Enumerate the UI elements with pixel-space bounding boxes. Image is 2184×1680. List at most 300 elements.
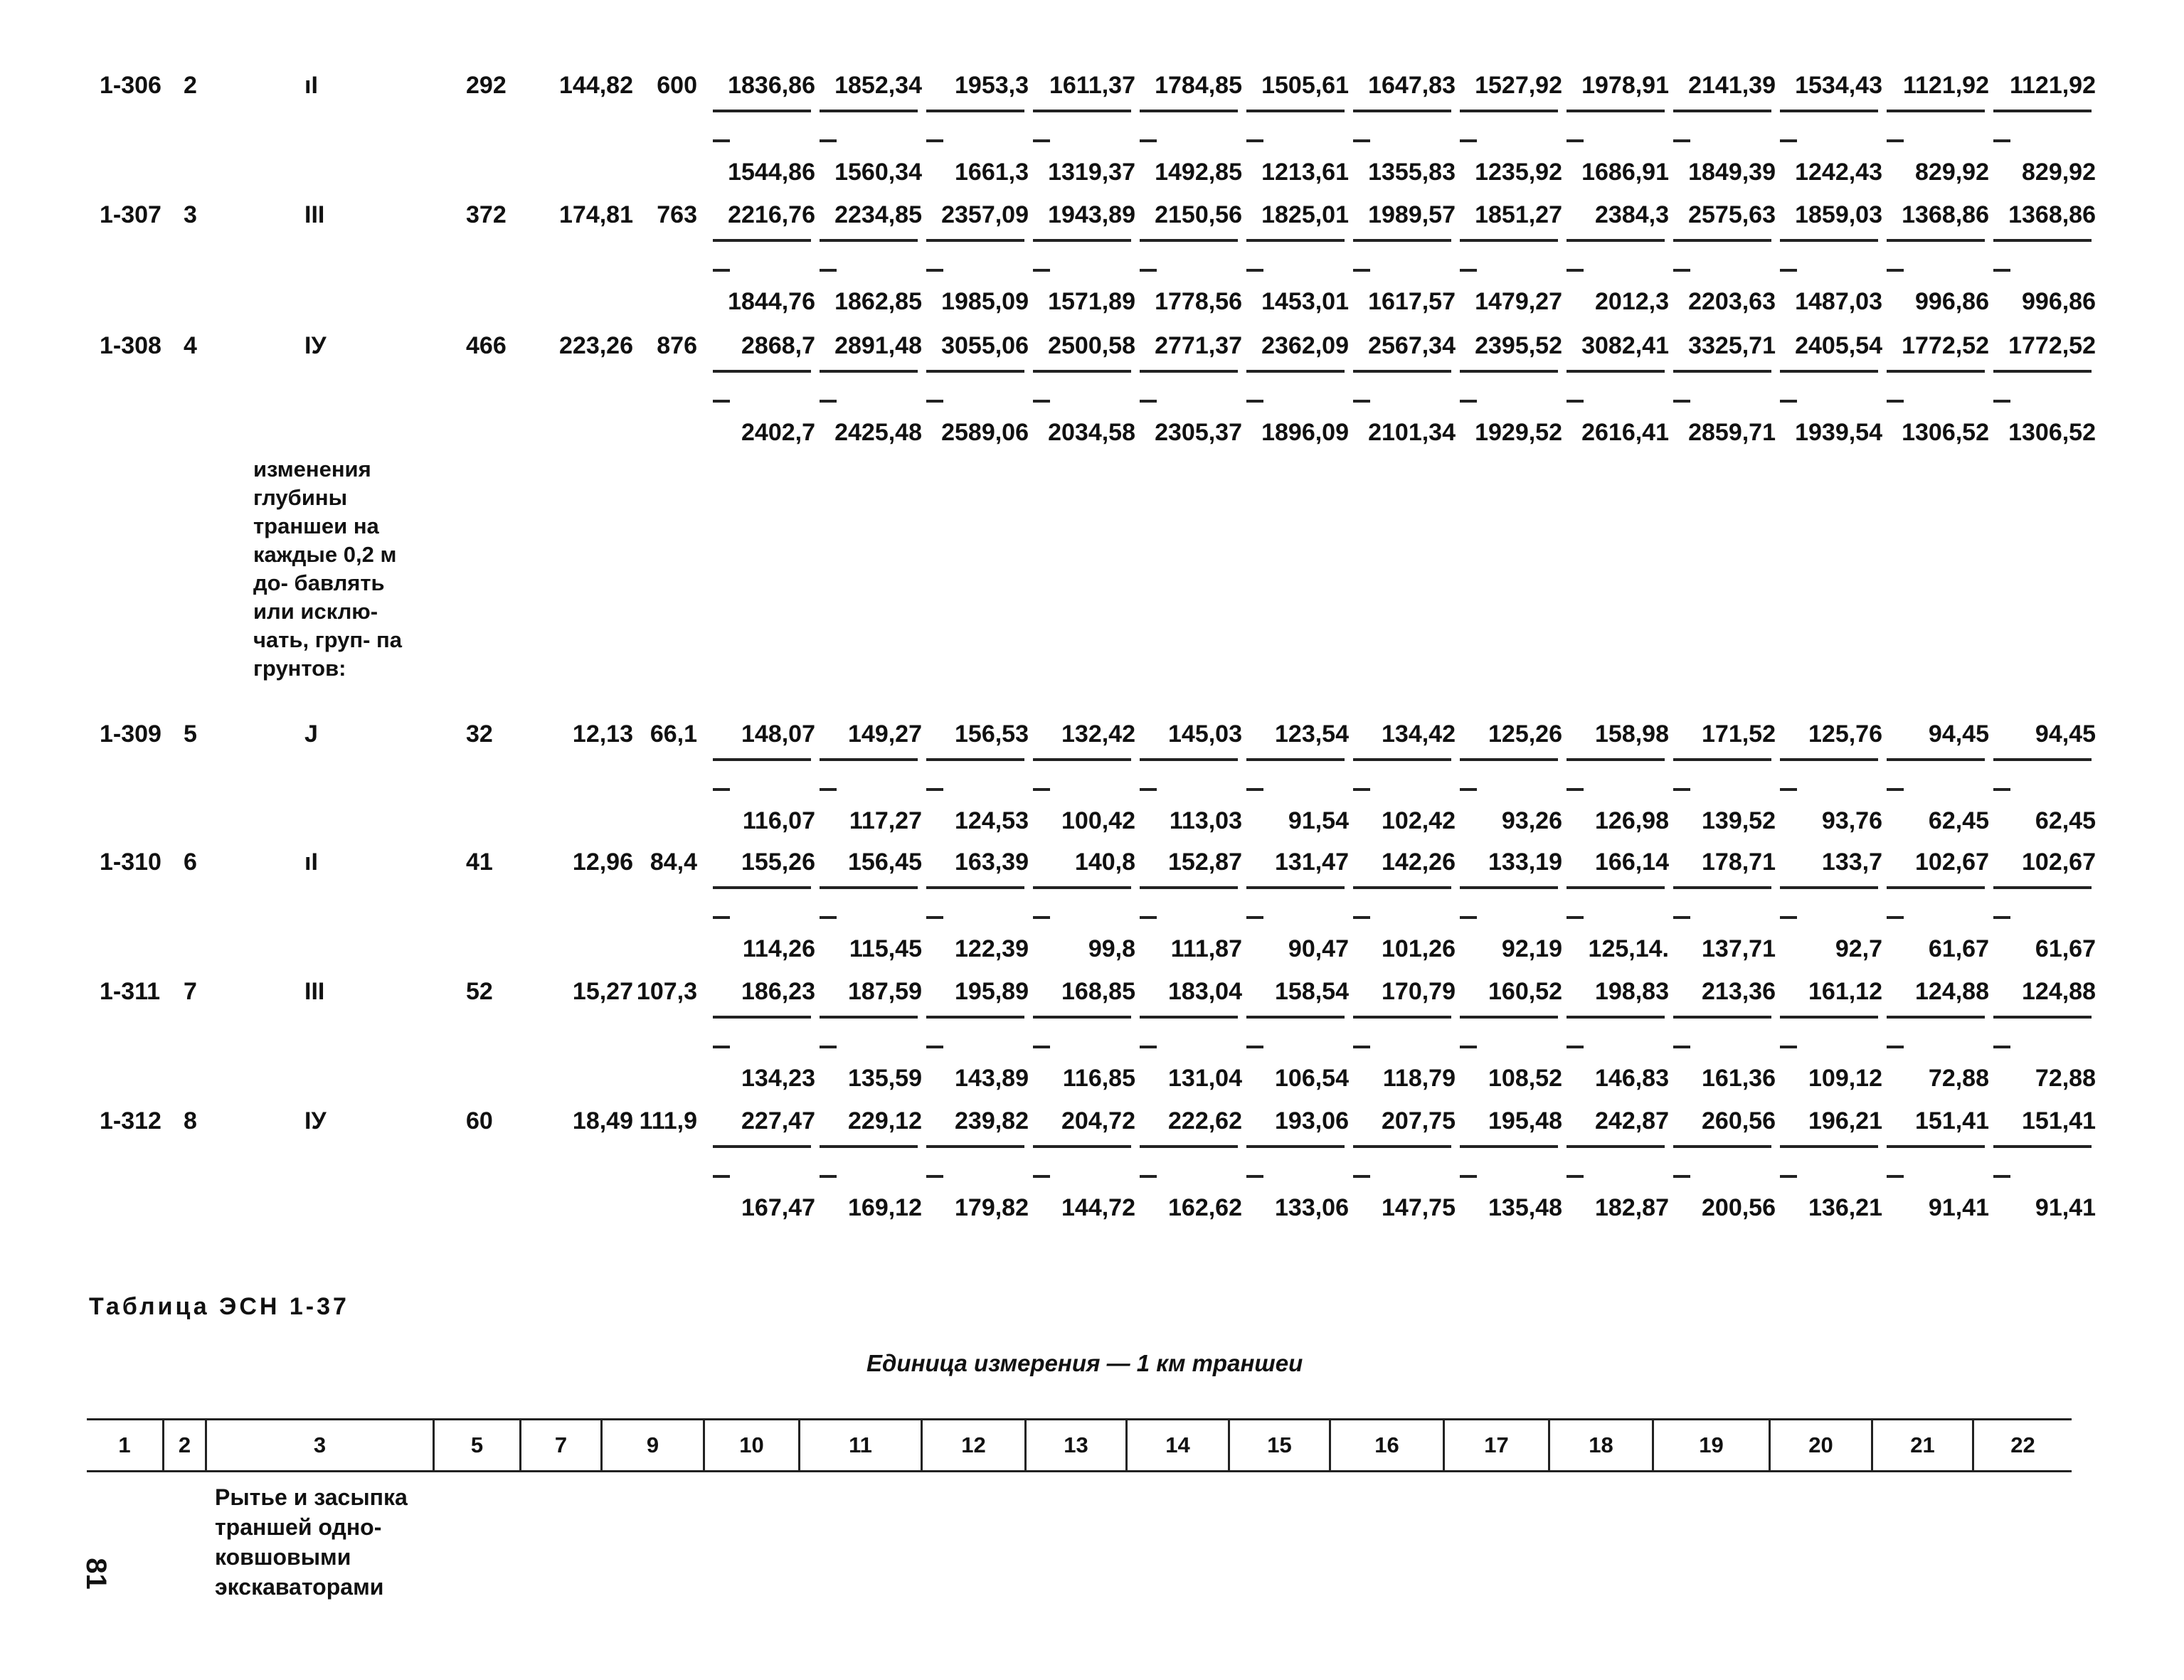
fraction-bar-tail — [1033, 269, 1050, 272]
column-header-2: 2 — [162, 1420, 205, 1470]
denominator-value: 1686,91 — [1581, 159, 1669, 186]
denominator-value: 92,19 — [1501, 935, 1562, 962]
numerator-value: 125,26 — [1488, 721, 1562, 748]
denominator-value: 118,79 — [1382, 1065, 1456, 1092]
denominator-value: 135,59 — [848, 1065, 922, 1092]
fraction-bar — [926, 1145, 1024, 1148]
denominator-value: 1778,56 — [1155, 288, 1242, 315]
soil-group: III — [304, 201, 325, 228]
numerator-value: 227,47 — [741, 1107, 815, 1134]
numerator-value: 151,41 — [1915, 1107, 1989, 1134]
fraction-bar-tail — [1567, 1046, 1584, 1048]
fraction-bar-tail — [1246, 1046, 1263, 1048]
row-number: 8 — [184, 1107, 197, 1134]
fraction-bar — [1673, 239, 1771, 242]
denominator-value: 1235,92 — [1475, 159, 1562, 186]
col-7-value: 18,49 — [572, 1107, 633, 1134]
fraction-bar-tail — [1887, 1046, 1904, 1048]
fraction-bar-tail — [820, 788, 837, 791]
col-9-value: 763 — [657, 201, 697, 228]
numerator-value: 1368,86 — [1902, 201, 1989, 228]
numerator-value: 2500,58 — [1048, 332, 1135, 359]
denominator-value: 1319,37 — [1048, 159, 1135, 186]
numerator-value: 204,72 — [1061, 1107, 1135, 1134]
denominator-value: 996,86 — [1915, 288, 1989, 315]
unit-of-measure: Единица измерения — 1 км траншеи — [866, 1350, 1303, 1376]
numerator-value: 124,88 — [1915, 978, 1989, 1005]
numerator-value: 160,52 — [1488, 978, 1562, 1005]
col-5-value: 372 — [466, 201, 507, 228]
denominator-value: 126,98 — [1595, 807, 1669, 834]
fraction-bar-tail — [1140, 916, 1157, 919]
numerator-value: 1978,91 — [1581, 72, 1669, 99]
column-header-5: 5 — [433, 1420, 519, 1470]
fraction-bar — [1780, 239, 1878, 242]
numerator-value: 2771,37 — [1155, 332, 1242, 359]
fraction-bar — [1993, 1145, 2092, 1148]
numerator-value: 1836,86 — [728, 72, 815, 99]
fraction-bar-tail — [1353, 916, 1370, 919]
denominator-value: 829,92 — [1915, 159, 1989, 186]
row-number: 7 — [184, 978, 197, 1005]
row-code: 1-311 — [100, 978, 161, 1005]
fraction-bar — [1140, 370, 1238, 373]
denominator-value: 1242,43 — [1795, 159, 1882, 186]
row-number: 6 — [184, 849, 197, 876]
fraction-bar — [820, 1145, 918, 1148]
fraction-bar — [1887, 758, 1985, 761]
fraction-bar — [1140, 1145, 1238, 1148]
column-header-9: 9 — [600, 1420, 703, 1470]
fraction-bar — [1033, 370, 1131, 373]
numerator-value: 2357,09 — [941, 201, 1029, 228]
numerator-value: 145,03 — [1168, 721, 1242, 748]
fraction-bar — [1460, 886, 1558, 889]
denominator-value: 167,47 — [741, 1194, 815, 1221]
denominator-value: 1355,83 — [1368, 159, 1456, 186]
numerator-value: 142,26 — [1382, 849, 1456, 876]
fraction-bar-tail — [1673, 1175, 1690, 1178]
column-header-18: 18 — [1548, 1420, 1652, 1470]
fraction-bar-tail — [1033, 1046, 1050, 1048]
fraction-bar — [1673, 758, 1771, 761]
fraction-bar — [713, 1145, 811, 1148]
fraction-bar-tail — [1887, 1175, 1904, 1178]
denominator-value: 1487,03 — [1795, 288, 1882, 315]
numerator-value: 1505,61 — [1261, 72, 1349, 99]
denominator-value: 161,36 — [1702, 1065, 1776, 1092]
denominator-value: 100,42 — [1061, 807, 1135, 834]
numerator-value: 1859,03 — [1795, 201, 1882, 228]
denominator-value: 2589,06 — [941, 419, 1029, 446]
denominator-value: 117,27 — [849, 807, 922, 834]
row-number: 4 — [184, 332, 197, 359]
row-code: 1-312 — [100, 1107, 161, 1134]
numerator-value: 156,53 — [955, 721, 1029, 748]
fraction-bar-tail — [1460, 788, 1477, 791]
fraction-bar-tail — [1780, 916, 1797, 919]
page-number: 81 — [80, 1558, 112, 1590]
fraction-bar-tail — [1460, 916, 1477, 919]
fraction-bar-tail — [926, 1175, 943, 1178]
fraction-bar — [1140, 758, 1238, 761]
numerator-value: 1852,34 — [834, 72, 922, 99]
numerator-value: 158,98 — [1595, 721, 1669, 748]
numerator-value: 102,67 — [1915, 849, 1989, 876]
fraction-bar — [1780, 886, 1878, 889]
denominator-value: 106,54 — [1275, 1065, 1349, 1092]
fraction-bar — [1567, 110, 1665, 112]
fraction-bar-tail — [1246, 400, 1263, 403]
fraction-bar-tail — [1460, 400, 1477, 403]
fraction-bar-tail — [1993, 788, 2010, 791]
column-header-row — [87, 1418, 2072, 1472]
denominator-value: 113,03 — [1169, 807, 1242, 834]
fraction-bar — [1780, 1016, 1878, 1019]
numerator-value: 1784,85 — [1155, 72, 1242, 99]
fraction-bar — [1460, 110, 1558, 112]
soil-group: ıI — [304, 849, 318, 876]
fraction-bar — [1673, 1016, 1771, 1019]
fraction-bar — [1567, 886, 1665, 889]
denominator-value: 91,54 — [1288, 807, 1349, 834]
column-header-3: 3 — [205, 1420, 433, 1470]
denominator-value: 61,67 — [1928, 935, 1989, 962]
denominator-value: 1479,27 — [1475, 288, 1562, 315]
denominator-value: 131,04 — [1168, 1065, 1242, 1092]
fraction-bar-tail — [1673, 1046, 1690, 1048]
fraction-bar-tail — [1246, 139, 1263, 142]
fraction-bar-tail — [1460, 1046, 1477, 1048]
denominator-value: 99,8 — [1088, 935, 1135, 962]
numerator-value: 1121,92 — [1902, 72, 1989, 99]
denominator-value: 114,26 — [742, 935, 815, 962]
fraction-bar-tail — [1246, 788, 1263, 791]
numerator-value: 193,06 — [1275, 1107, 1349, 1134]
numerator-value: 1989,57 — [1368, 201, 1456, 228]
numerator-value: 170,79 — [1382, 978, 1456, 1005]
fraction-bar — [820, 1016, 918, 1019]
fraction-bar — [1353, 1145, 1451, 1148]
numerator-value: 3082,41 — [1581, 332, 1669, 359]
fraction-bar — [1460, 1016, 1558, 1019]
denominator-value: 93,26 — [1501, 807, 1562, 834]
soil-group: III — [304, 978, 325, 1005]
denominator-value: 122,39 — [955, 935, 1029, 962]
col-5-value: 466 — [466, 332, 507, 359]
fraction-bar-tail — [713, 788, 730, 791]
fraction-bar-tail — [1887, 400, 1904, 403]
numerator-value: 222,62 — [1168, 1107, 1242, 1134]
numerator-value: 134,42 — [1382, 721, 1456, 748]
denominator-value: 93,76 — [1821, 807, 1882, 834]
fraction-bar — [1246, 758, 1345, 761]
fraction-bar — [1246, 110, 1345, 112]
fraction-bar-tail — [1353, 139, 1370, 142]
denominator-value: 109,12 — [1808, 1065, 1882, 1092]
fraction-bar-tail — [926, 1046, 943, 1048]
numerator-value: 2891,48 — [834, 332, 922, 359]
fraction-bar — [926, 1016, 1024, 1019]
col-5-value: 32 — [466, 721, 493, 748]
denominator-value: 169,12 — [848, 1194, 922, 1221]
numerator-value: 1943,89 — [1048, 201, 1135, 228]
fraction-bar-tail — [1246, 1175, 1263, 1178]
soil-group: IУ — [304, 332, 327, 359]
fraction-bar-tail — [713, 1175, 730, 1178]
fraction-bar-tail — [926, 269, 943, 272]
denominator-value: 2616,41 — [1581, 419, 1669, 446]
numerator-value: 3325,71 — [1688, 332, 1776, 359]
fraction-bar — [820, 110, 918, 112]
numerator-value: 1772,52 — [1902, 332, 1989, 359]
row-code: 1-309 — [100, 721, 161, 748]
numerator-value: 133,19 — [1488, 849, 1562, 876]
fraction-bar — [1887, 370, 1985, 373]
column-header-11: 11 — [798, 1420, 921, 1470]
numerator-value: 2567,34 — [1368, 332, 1456, 359]
fraction-bar-tail — [1780, 269, 1797, 272]
denominator-value: 116,07 — [742, 807, 815, 834]
col-9-value: 84,4 — [650, 849, 697, 876]
numerator-value: 161,12 — [1808, 978, 1882, 1005]
fraction-bar-tail — [1033, 139, 1050, 142]
numerator-value: 2141,39 — [1688, 72, 1776, 99]
denominator-value: 162,62 — [1168, 1194, 1242, 1221]
denominator-value: 1560,34 — [834, 159, 922, 186]
fraction-bar-tail — [1993, 1175, 2010, 1178]
col-9-value: 111,9 — [639, 1107, 697, 1134]
fraction-bar-tail — [820, 269, 837, 272]
denominator-value: 90,47 — [1288, 935, 1349, 962]
fraction-bar — [1033, 110, 1131, 112]
denominator-value: 72,88 — [2035, 1065, 2096, 1092]
denominator-value: 1844,76 — [728, 288, 815, 315]
fraction-bar-tail — [1140, 1046, 1157, 1048]
numerator-value: 1121,92 — [2009, 72, 2096, 99]
fraction-bar-tail — [1567, 269, 1584, 272]
denominator-value: 92,7 — [1835, 935, 1882, 962]
numerator-value: 1647,83 — [1368, 72, 1456, 99]
denominator-value: 62,45 — [2035, 807, 2096, 834]
fraction-bar — [713, 886, 811, 889]
numerator-value: 2234,85 — [834, 201, 922, 228]
table-title: Таблица ЭСН 1-37 — [89, 1293, 349, 1320]
fraction-bar — [1567, 1016, 1665, 1019]
fraction-bar-tail — [1567, 139, 1584, 142]
fraction-bar — [1033, 1016, 1131, 1019]
numerator-value: 195,48 — [1488, 1107, 1562, 1134]
denominator-value: 137,71 — [1702, 935, 1776, 962]
fraction-bar — [1993, 239, 2092, 242]
numerator-value: 1851,27 — [1475, 201, 1562, 228]
fraction-bar — [1033, 239, 1131, 242]
numerator-value: 166,14 — [1595, 849, 1669, 876]
column-header-16: 16 — [1329, 1420, 1443, 1470]
fraction-bar — [1353, 886, 1451, 889]
fraction-bar — [1993, 1016, 2092, 1019]
fraction-bar — [1993, 886, 2092, 889]
fraction-bar-tail — [1140, 139, 1157, 142]
numerator-value: 163,39 — [955, 849, 1029, 876]
depth-change-note: изменения глубины траншеи на каждые 0,2 м до- бавлять или исклю- чать, груп- па грунтов: — [253, 457, 403, 681]
fraction-bar-tail — [1993, 269, 2010, 272]
fraction-bar — [820, 239, 918, 242]
denominator-value: 125,14. — [1588, 935, 1669, 962]
numerator-value: 1772,52 — [2008, 332, 2096, 359]
denominator-value: 1661,3 — [955, 159, 1029, 186]
fraction-bar-tail — [926, 400, 943, 403]
numerator-value: 156,45 — [848, 849, 922, 876]
numerator-value: 1953,3 — [955, 72, 1029, 99]
fraction-bar-tail — [1567, 788, 1584, 791]
numerator-value: 2405,54 — [1795, 332, 1882, 359]
numerator-value: 102,67 — [2022, 849, 2096, 876]
numerator-value: 1368,86 — [2008, 201, 2096, 228]
denominator-value: 2203,63 — [1688, 288, 1776, 315]
fraction-bar — [1887, 239, 1985, 242]
fraction-bar — [1673, 370, 1771, 373]
denominator-value: 133,06 — [1275, 1194, 1349, 1221]
fraction-bar — [1567, 758, 1665, 761]
fraction-bar-tail — [1673, 139, 1690, 142]
fraction-bar-tail — [1993, 1046, 2010, 1048]
numerator-value: 3055,06 — [941, 332, 1029, 359]
fraction-bar-tail — [713, 1046, 730, 1048]
fraction-bar-tail — [1353, 1046, 1370, 1048]
fraction-bar-tail — [1460, 1175, 1477, 1178]
fraction-bar-tail — [1033, 788, 1050, 791]
numerator-value: 2575,63 — [1688, 201, 1776, 228]
fraction-bar — [1887, 1016, 1985, 1019]
numerator-value: 2384,3 — [1595, 201, 1669, 228]
fraction-bar-tail — [926, 139, 943, 142]
fraction-bar — [1567, 239, 1665, 242]
fraction-bar — [1567, 370, 1665, 373]
denominator-value: 61,67 — [2035, 935, 2096, 962]
col-7-value: 15,27 — [572, 978, 633, 1005]
numerator-value: 140,8 — [1074, 849, 1135, 876]
denominator-value: 1544,86 — [728, 159, 815, 186]
numerator-value: 124,88 — [2022, 978, 2096, 1005]
fraction-bar — [1993, 758, 2092, 761]
fraction-bar — [1460, 370, 1558, 373]
numerator-value: 152,87 — [1168, 849, 1242, 876]
soil-group: IУ — [304, 1107, 327, 1134]
denominator-value: 2425,48 — [834, 419, 922, 446]
denominator-value: 1213,61 — [1261, 159, 1349, 186]
fraction-bar — [1246, 1145, 1345, 1148]
fraction-bar — [1780, 370, 1878, 373]
fraction-bar — [1887, 886, 1985, 889]
fraction-bar-tail — [1353, 269, 1370, 272]
fraction-bar — [926, 370, 1024, 373]
fraction-bar-tail — [1460, 269, 1477, 272]
fraction-bar — [1780, 110, 1878, 112]
fraction-bar-tail — [1567, 400, 1584, 403]
col-5-value: 41 — [466, 849, 493, 876]
row-code: 1-310 — [100, 849, 161, 876]
fraction-bar-tail — [1780, 1046, 1797, 1048]
denominator-value: 124,53 — [955, 807, 1029, 834]
fraction-bar-tail — [1353, 1175, 1370, 1178]
numerator-value: 94,45 — [2035, 721, 2096, 748]
numerator-value: 149,27 — [848, 721, 922, 748]
denominator-value: 200,56 — [1702, 1194, 1776, 1221]
fraction-bar — [820, 886, 918, 889]
denominator-value: 1849,39 — [1688, 159, 1776, 186]
column-header-14: 14 — [1125, 1420, 1228, 1470]
fraction-bar-tail — [1567, 1175, 1584, 1178]
col-5-value: 292 — [466, 72, 507, 99]
denominator-value: 996,86 — [2022, 288, 2096, 315]
fraction-bar — [1246, 370, 1345, 373]
fraction-bar — [820, 758, 918, 761]
fraction-bar-tail — [713, 269, 730, 272]
fraction-bar — [713, 110, 811, 112]
numerator-value: 151,41 — [2022, 1107, 2096, 1134]
fraction-bar-tail — [1353, 400, 1370, 403]
denominator-value: 91,41 — [2035, 1194, 2096, 1221]
fraction-bar-tail — [1353, 788, 1370, 791]
denominator-value: 62,45 — [1928, 807, 1989, 834]
denominator-value: 1862,85 — [834, 288, 922, 315]
denominator-value: 102,42 — [1382, 807, 1456, 834]
fraction-bar — [713, 239, 811, 242]
row-number: 2 — [184, 72, 197, 99]
fraction-bar-tail — [1780, 139, 1797, 142]
numerator-value: 239,82 — [955, 1107, 1029, 1134]
fraction-bar-tail — [1673, 788, 1690, 791]
denominator-value: 182,87 — [1595, 1194, 1669, 1221]
fraction-bar — [1993, 370, 2092, 373]
fraction-bar — [1353, 1016, 1451, 1019]
denominator-value: 136,21 — [1808, 1194, 1882, 1221]
col-9-value: 107,3 — [636, 978, 697, 1005]
fraction-bar-tail — [1673, 400, 1690, 403]
denominator-value: 2402,7 — [741, 419, 815, 446]
numerator-value: 125,76 — [1808, 721, 1882, 748]
fraction-bar-tail — [1993, 916, 2010, 919]
fraction-bar — [1460, 758, 1558, 761]
row-number: 5 — [184, 721, 197, 748]
numerator-value: 133,7 — [1821, 849, 1882, 876]
denominator-value: 1985,09 — [941, 288, 1029, 315]
column-header-17: 17 — [1443, 1420, 1548, 1470]
fraction-bar-tail — [713, 400, 730, 403]
denominator-value: 72,88 — [1928, 1065, 1989, 1092]
column-header-13: 13 — [1024, 1420, 1125, 1470]
fraction-bar — [1140, 239, 1238, 242]
fraction-bar — [1140, 1016, 1238, 1019]
numerator-value: 94,45 — [1928, 721, 1989, 748]
denominator-value: 1492,85 — [1155, 159, 1242, 186]
fraction-bar-tail — [1780, 1175, 1797, 1178]
col-7-value: 12,96 — [572, 849, 633, 876]
fraction-bar — [1033, 1145, 1131, 1148]
fraction-bar-tail — [1673, 916, 1690, 919]
numerator-value: 123,54 — [1275, 721, 1349, 748]
fraction-bar-tail — [1033, 1175, 1050, 1178]
fraction-bar-tail — [1993, 400, 2010, 403]
row-code: 1-307 — [100, 201, 161, 228]
fraction-bar — [713, 370, 811, 373]
numerator-value: 260,56 — [1702, 1107, 1776, 1134]
soil-group: J — [304, 721, 318, 748]
fraction-bar — [1673, 886, 1771, 889]
denominator-value: 143,89 — [955, 1065, 1029, 1092]
numerator-value: 242,87 — [1595, 1107, 1669, 1134]
